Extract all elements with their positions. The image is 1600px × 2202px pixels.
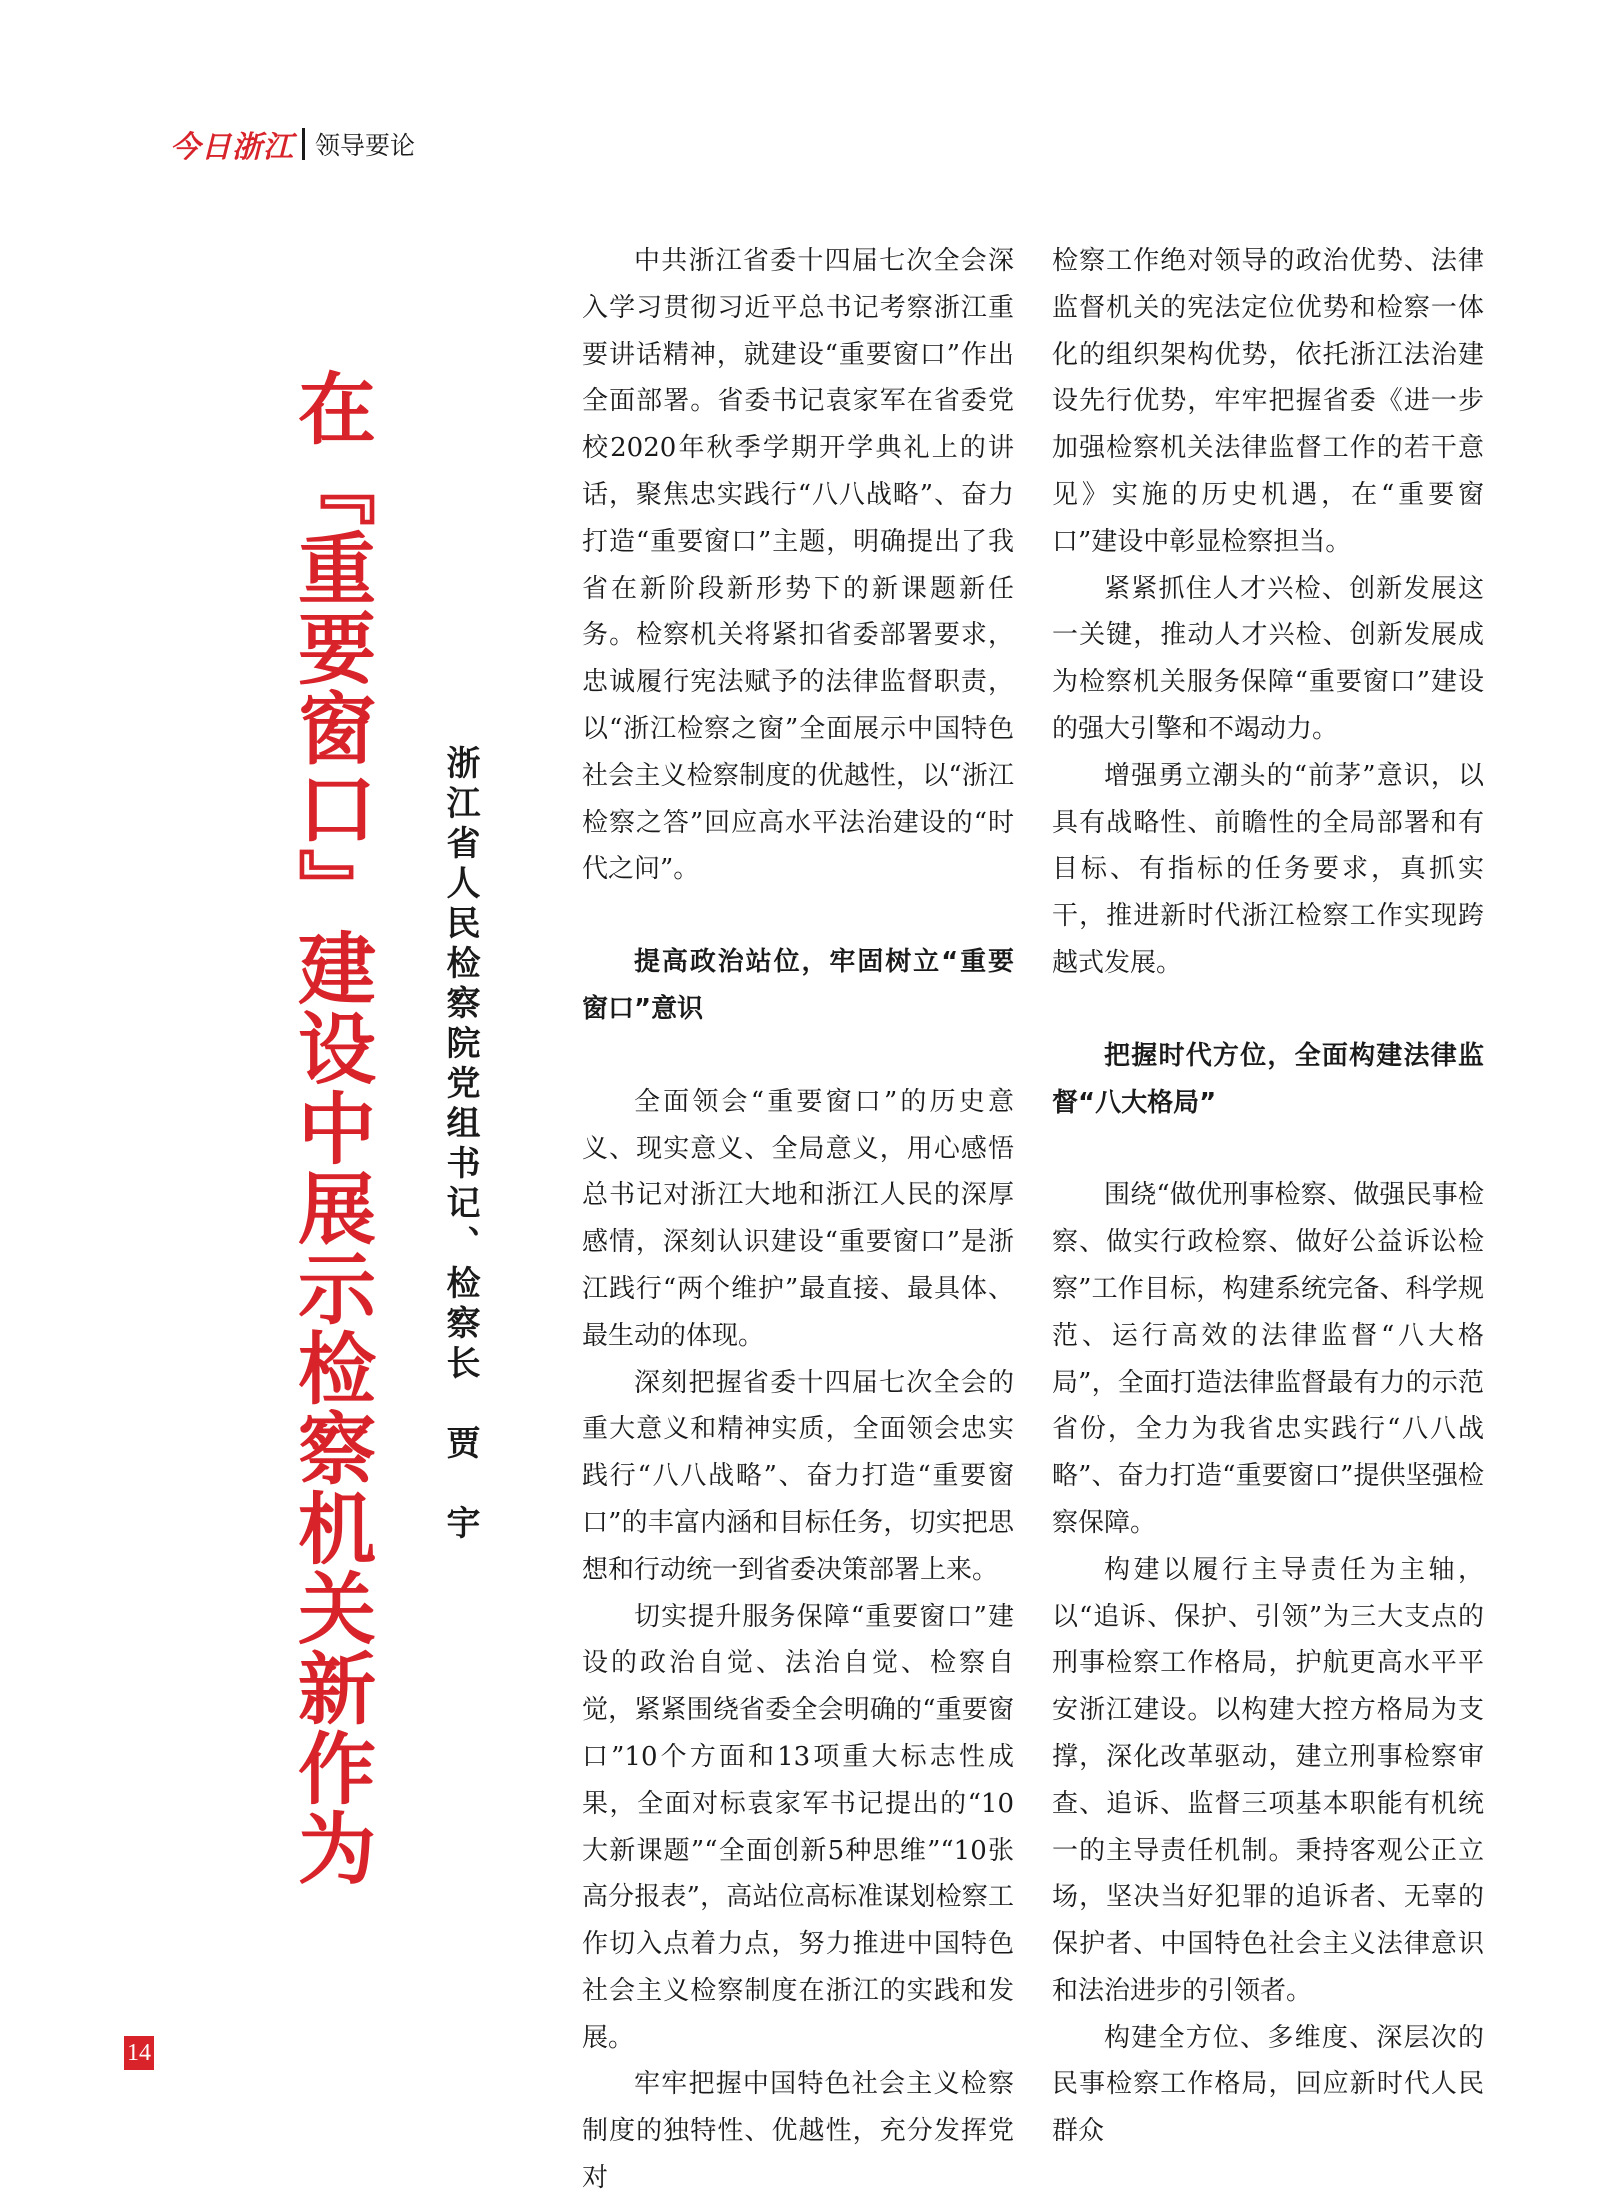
section-heading: 把握时代方位，全面构建法律监督“八大格局” [1052,1040,1484,1118]
paragraph-continued: 检察工作绝对领导的政治优势、法律监督机关的宪法定位优势和检察一体化的组织架构优势，依托浙江法治建设先行优势，牢牢把握省委《进一步加强检察机关法律监督工作的若干意见》实施的历史机遇，在“重要窗口”建设中彰显检察担当。 [1052,246,1484,557]
paragraph: 牢牢把握中国特色社会主义检察制度的独特性、优越性，充分发挥党对 [582,2069,1014,2194]
section-heading: 提高政治站位，牢固树立“重要窗口”意识 [582,947,1014,1024]
paragraph: 紧紧抓住人才兴检、创新发展这一关键，推动人才兴检、创新发展成为检察机关服务保障“重要窗口”建设的强大引擎和不竭动力。 [1052,573,1484,744]
text-column-2 [1052,238,1484,2155]
header-divider [302,128,305,160]
paragraph: 切实提升服务保障“重要窗口”建设的政治自觉、法治自觉、检察自觉，紧紧围绕省委全会明确的“重要窗口”10个方面和13项重大标志性成果，全面对标袁家军书记提出的“10大新课题”“全面创新5种思维”“10张高分报表”，高站位高标准谋划检察工作切入点着力点，努力推进中国特色社会主义检察制度在浙江的实践和发展。 [582,1601,1014,2053]
paragraph: 构建全方位、多维度、深层次的民事检察工作格局，回应新时代人民群众 [1052,2022,1484,2147]
page-number: 14 [124,2036,154,2070]
paragraph: 全面领会“重要窗口”的历史意义、现实意义、全局意义，用心感悟总书记对浙江大地和浙江人民的深厚感情，深刻认识建设“重要窗口”是浙江践行“两个维护”最直接、最具体、最生动的体现。 [582,1086,1014,1351]
text-column-1 [582,238,1014,2202]
paragraph: 构建以履行主导责任为主轴，以“追诉、保护、引领”为三大支点的刑事检察工作格局，护航更高水平平安浙江建设。以构建大控方格局为支撑，深化改革驱动，建立刑事检察审查、追诉、监督三项基本职能有机统一的主导责任机制。秉持客观公正立场，坚决当好犯罪的追诉者、无辜的保护者、中国特色社会主义法律意识和法治进步的引领者。 [1052,1554,1484,2006]
section-label: 领导要论 [315,131,416,160]
article-byline: 浙江省人民检察院党组书记、检察长 贾 宇 [440,745,480,1545]
page-header [170,122,415,166]
paragraph: 中共浙江省委十四届七次全会深入学习贯彻习近平总书记考察浙江重要讲话精神，就建设“重要窗口”作出全面部署。省委书记袁家军在省委党校2020年秋季学期开学典礼上的讲话，聚焦忠实践行“八八战略”、奋力打造“重要窗口”主题，明确提出了我省在新阶段新形势下的新课题新任务。检察机关将紧扣省委部署要求，忠诚履行宪法赋予的法律监督职责，以“浙江检察之窗”全面展示中国特色社会主义检察制度的优越性，以“浙江检察之答”回应高水平法治建设的“时代之问”。 [582,246,1014,885]
paragraph: 深刻把握省委十四届七次全会的重大意义和精神实质，全面领会忠实践行“八八战略”、奋力打造“重要窗口”的丰富内涵和目标任务，切实把思想和行动统一到省委决策部署上来。 [582,1367,1014,1585]
paragraph: 增强勇立潮头的“前茅”意识，以具有战略性、前瞻性的全局部署和有目标、有指标的任务要求，真抓实干，推进新时代浙江检察工作实现跨越式发展。 [1052,760,1484,978]
paragraph: 围绕“做优刑事检察、做强民事检察、做实行政检察、做好公益诉讼检察”工作目标，构建系统完备、科学规范、运行高效的法律监督“八大格局”，全面打造法律监督最有力的示范省份，全力为我省忠实践行“八八战略”、奋力打造“重要窗口”提供坚强检察保障。 [1052,1180,1484,1538]
article-title: 在『重要窗口』建设中展示检察机关新作为 [285,368,375,1888]
magazine-logo: 今日浙江 [170,130,294,165]
